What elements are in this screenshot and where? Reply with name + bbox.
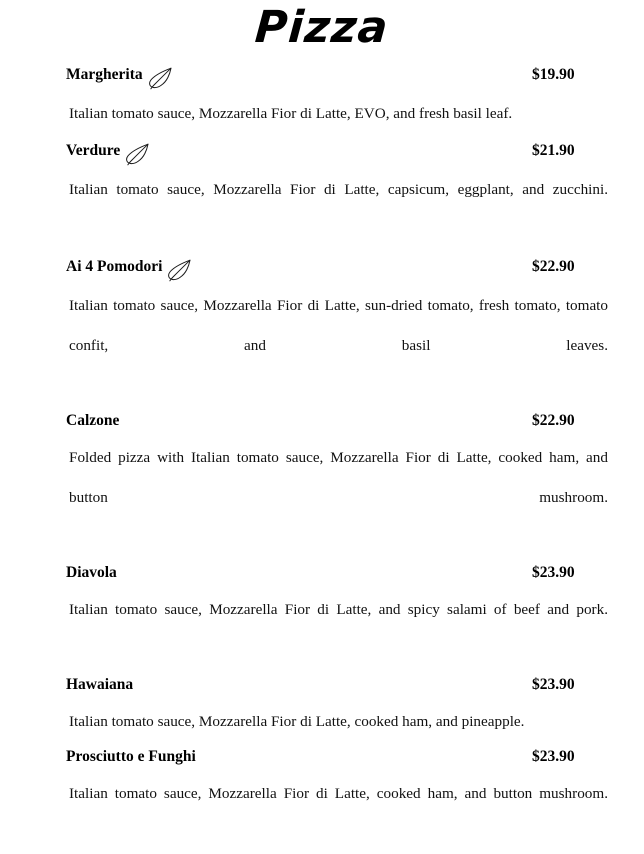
menu-item-name: Ai 4 Pomodori xyxy=(66,257,163,275)
menu-item-description: Italian tomato sauce, Mozzarella Fior di Latte, and spicy salami of beef and pork. xyxy=(69,601,608,619)
leaf-icon xyxy=(145,64,175,94)
menu-item-price: $21.90 xyxy=(532,141,575,159)
menu-item-name-wrap xyxy=(66,64,175,85)
menu-item-name-wrap xyxy=(66,140,152,161)
menu-item[interactable] xyxy=(0,64,644,134)
menu-item-name-wrap xyxy=(66,256,194,277)
menu-item-name: Calzone xyxy=(66,412,120,429)
menu-item-price: $22.90 xyxy=(532,257,575,275)
menu-item-name: Prosciutto e Funghi xyxy=(66,748,196,766)
menu-item-price: $23.90 xyxy=(532,564,575,582)
menu-item[interactable] xyxy=(0,256,644,406)
menu-item-description: Italian tomato sauce, Mozzarella Fior di Latte, capsicum, eggplant, and zucchini. xyxy=(69,181,608,198)
menu-item-header xyxy=(0,256,644,277)
leaf-icon xyxy=(164,256,194,286)
menu-item-name: Hawaiana xyxy=(66,676,134,694)
menu-item-name-wrap xyxy=(66,676,133,693)
page-title: Pizza xyxy=(253,2,391,53)
menu-item-name: Verdure xyxy=(66,141,121,159)
menu-item[interactable] xyxy=(0,748,644,854)
menu-item-name: Diavola xyxy=(66,564,117,582)
menu-item-description: Italian tomato sauce, Mozzarella Fior di Latte, EVO, and fresh basil leaf. xyxy=(69,105,513,122)
menu-item-price: $23.90 xyxy=(532,748,575,766)
menu-item-header xyxy=(0,748,644,765)
menu-item-description: Folded pizza with Italian tomato sauce, Mozzarella Fior di Latte, cooked ham, and button mushroom. xyxy=(69,449,608,507)
menu-item-name-wrap xyxy=(66,564,117,581)
menu-item-header xyxy=(0,564,644,581)
menu-item[interactable] xyxy=(0,676,644,742)
menu-item-price: $23.90 xyxy=(532,676,575,694)
menu-item-name: Margherita xyxy=(66,65,143,83)
menu-item-header xyxy=(0,64,644,85)
menu-item-description: Italian tomato sauce, Mozzarella Fior di Latte, sun-dried tomato, fresh tomato, tomato confit, and basil leaves. xyxy=(69,297,608,354)
menu-item-price: $22.90 xyxy=(532,412,575,429)
leaf-icon xyxy=(122,140,152,170)
menu-item-header xyxy=(0,676,644,693)
menu-item-price: $19.90 xyxy=(532,65,575,83)
menu-item[interactable] xyxy=(0,412,644,558)
menu-item[interactable] xyxy=(0,564,644,670)
menu-item-list xyxy=(0,64,644,854)
menu-item-name-wrap xyxy=(66,412,119,429)
menu-item-description: Italian tomato sauce, Mozzarella Fior di Latte, cooked ham, and pineapple. xyxy=(69,713,525,731)
menu-item-name-wrap xyxy=(66,748,196,765)
menu-item-header xyxy=(0,412,644,429)
menu-item-header xyxy=(0,140,644,161)
menu-item-description: Italian tomato sauce, Mozzarella Fior di Latte, cooked ham, and button mushroom. xyxy=(69,785,608,803)
menu-item[interactable] xyxy=(0,140,644,250)
